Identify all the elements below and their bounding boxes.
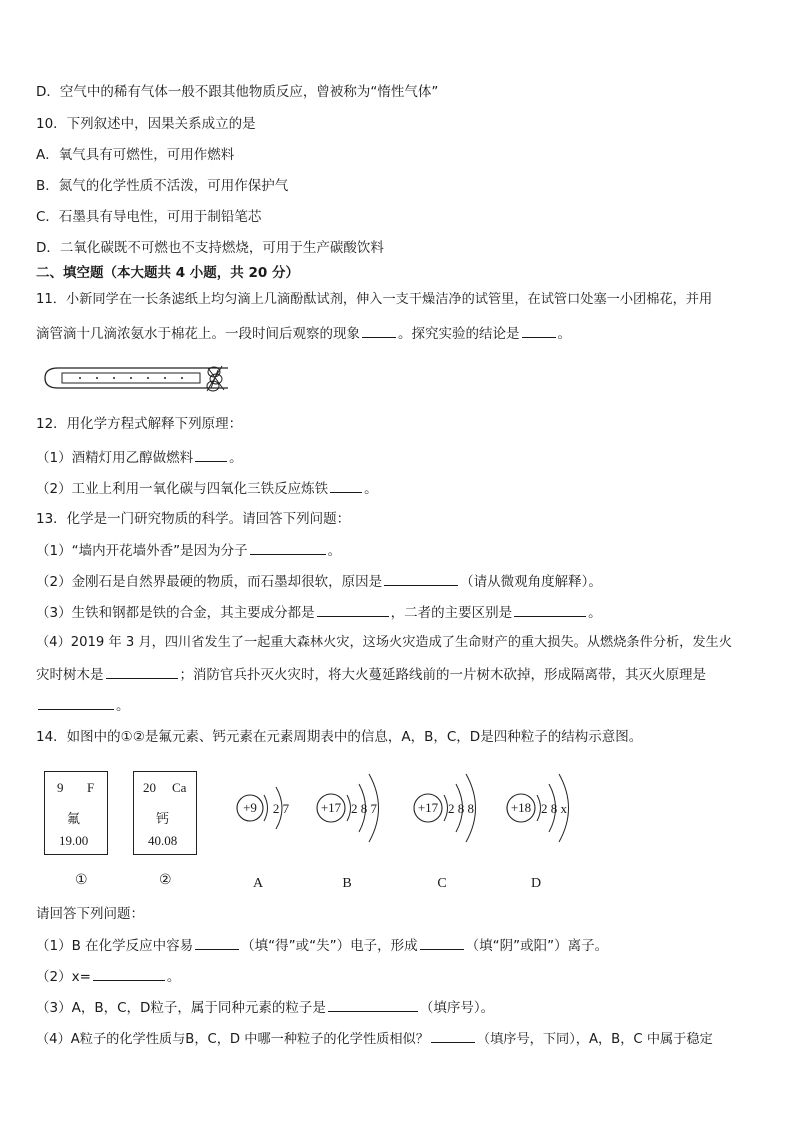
q13-part1-text: （1）“墙内开花墙外香”是因为分子 bbox=[36, 543, 248, 559]
tile-fluorine-caption: ① bbox=[75, 872, 88, 888]
q14-blank-3[interactable] bbox=[93, 966, 165, 981]
tile-fluorine-number: 9 bbox=[57, 780, 64, 795]
q14-part2 bbox=[36, 966, 180, 987]
q13-part2-end: （请从微观角度解释）。 bbox=[460, 574, 602, 590]
q14-blank-2[interactable] bbox=[420, 935, 464, 950]
atom-c-shells: 2 8 8 bbox=[448, 801, 474, 816]
tile-calcium-mass: 40.08 bbox=[148, 833, 178, 848]
q14-part1-text-a: （1）B 在化学反应中容易 bbox=[36, 938, 194, 954]
q10-option-b: B．氮气的化学性质不活泼，可用作保护气 bbox=[36, 178, 289, 194]
q14-part1-text-b: （填“得”或“失”）电子，形成 bbox=[241, 938, 418, 954]
atom-a-shells: 2 7 bbox=[272, 801, 290, 816]
tile-fluorine-mass: 19.00 bbox=[59, 833, 89, 848]
q12-part1-end: 。 bbox=[229, 450, 243, 466]
atom-a-nucleus: +9 bbox=[243, 800, 257, 815]
q11-line1: 11．小新同学在一长条滤纸上均匀滴上几滴酚酞试剂，伸入一支干燥洁净的试管里，在试管口处塞一小团棉花，并用 bbox=[36, 292, 713, 307]
tile-calcium-name: 钙 bbox=[156, 812, 170, 827]
atom-c bbox=[414, 774, 476, 842]
q10-option-c: C．石墨具有导电性，可用于制铅笔芯 bbox=[36, 209, 262, 225]
q14-part3 bbox=[36, 997, 494, 1018]
q13-part4-end: 。 bbox=[116, 698, 130, 714]
q14-blank-1[interactable] bbox=[195, 935, 239, 950]
tile-calcium-number: 20 bbox=[143, 780, 156, 795]
q11-text-a: 滴管滴十几滴浓氨水于棉花上。一段时间后观察的现象 bbox=[36, 326, 360, 342]
atom-b-nucleus: +17 bbox=[320, 800, 342, 815]
atom-b bbox=[317, 774, 379, 842]
q12-stem: 12．用化学方程式解释下列原理： bbox=[36, 416, 243, 432]
q14-part4 bbox=[36, 1028, 713, 1050]
q13-stem: 13．化学是一门研究物质的科学。请回答下列问题： bbox=[36, 511, 351, 527]
tile-fluorine-symbol: F bbox=[87, 780, 95, 795]
q10-option-d: D．二氧化碳既不可燃也不支持燃烧，可用于生产碳酸饮料 bbox=[36, 240, 384, 256]
q13-part3-end: 。 bbox=[588, 605, 602, 621]
section-title: 二、填空题（本大题共 4 小题，共 20 分） bbox=[36, 265, 299, 281]
atom-d bbox=[507, 774, 569, 842]
q14-blank-5[interactable] bbox=[431, 1028, 475, 1043]
atom-d-caption: D bbox=[530, 876, 542, 891]
q12-part2-text: （2）工业上利用一氧化碳与四氧化三铁反应炼铁 bbox=[36, 481, 329, 497]
q11-text-c: 。 bbox=[557, 326, 571, 342]
q14-blank-4[interactable] bbox=[328, 997, 418, 1012]
q12-part1-text: （1）酒精灯用乙醇做燃料 bbox=[36, 450, 194, 466]
q14-part3-end: （填序号）。 bbox=[419, 1000, 495, 1016]
q14-part3-text: （3）A，B，C，D粒子，属于同种元素的粒子是 bbox=[36, 1000, 326, 1016]
atom-c-nucleus: +17 bbox=[417, 800, 439, 815]
q11-text-b: 。探究实验的结论是 bbox=[398, 326, 520, 342]
q14-part2-text: （2）x= bbox=[36, 969, 91, 985]
q13-part4-line1: （4）2019 年 3 月，四川省发生了一起重大森林火灾，这场火灾造成了生命财产的重大损失。从燃烧条件分析，发生火 bbox=[36, 635, 732, 650]
q13-part3-text: （3）生铁和钢都是铁的合金，其主要成分都是 bbox=[36, 605, 315, 621]
atom-c-caption: C bbox=[437, 876, 447, 891]
q14-prompt: 请回答下列问题： bbox=[36, 906, 144, 922]
q13-part4-text-b: ；消防官兵扑灭火灾时，将大火蔓延路线前的一片树木砍掉，形成隔离带，其灭火原理是 bbox=[179, 667, 706, 683]
q14-stem: 14．如图中的①②是氟元素、钙元素在元素周期表中的信息，A，B，C，D是四种粒子的结构示意图。 bbox=[36, 729, 643, 745]
tile-calcium-caption: ② bbox=[159, 872, 172, 888]
q10-stem: 10．下列叙述中，因果关系成立的是 bbox=[36, 116, 256, 132]
q13-part2-text: （2）金刚石是自然界最硬的物质，而石墨却很软，原因是 bbox=[36, 574, 383, 590]
q12-part2-end: 。 bbox=[364, 481, 378, 497]
q13-part3-mid: ，二者的主要区别是 bbox=[390, 605, 513, 621]
atom-b-caption: B bbox=[342, 876, 352, 891]
tile-fluorine-name: 氟 bbox=[67, 812, 81, 827]
q13-part1-end: 。 bbox=[327, 543, 342, 559]
q14-part1 bbox=[36, 935, 608, 956]
q14-part2-end: 。 bbox=[166, 969, 181, 985]
q13-part4-text-a: 灾时树木是 bbox=[36, 667, 104, 683]
q14-part1-text-c: （填“阴”或阳”）离子。 bbox=[465, 938, 609, 954]
q10-option-a: A．氧气具有可燃性，可用作燃料 bbox=[36, 147, 235, 163]
q14-part4-text: （4）A粒子的化学性质与B，C，D 中哪一种粒子的化学性质相似？ bbox=[36, 1032, 429, 1047]
atom-b-shells: 2 8 7 bbox=[351, 801, 377, 816]
atom-d-shells: 2 8 x bbox=[541, 801, 567, 816]
atom-a bbox=[237, 787, 290, 829]
atom-a-caption: A bbox=[252, 876, 264, 891]
q9-option-d: D．空气中的稀有气体一般不跟其他物质反应，曾被称为“惰性气体” bbox=[36, 84, 439, 100]
q14-part4-end: （填序号，下同），A，B，C 中属于稳定 bbox=[476, 1032, 713, 1047]
tile-calcium-symbol: Ca bbox=[172, 780, 187, 795]
atom-d-nucleus: +18 bbox=[510, 800, 532, 815]
